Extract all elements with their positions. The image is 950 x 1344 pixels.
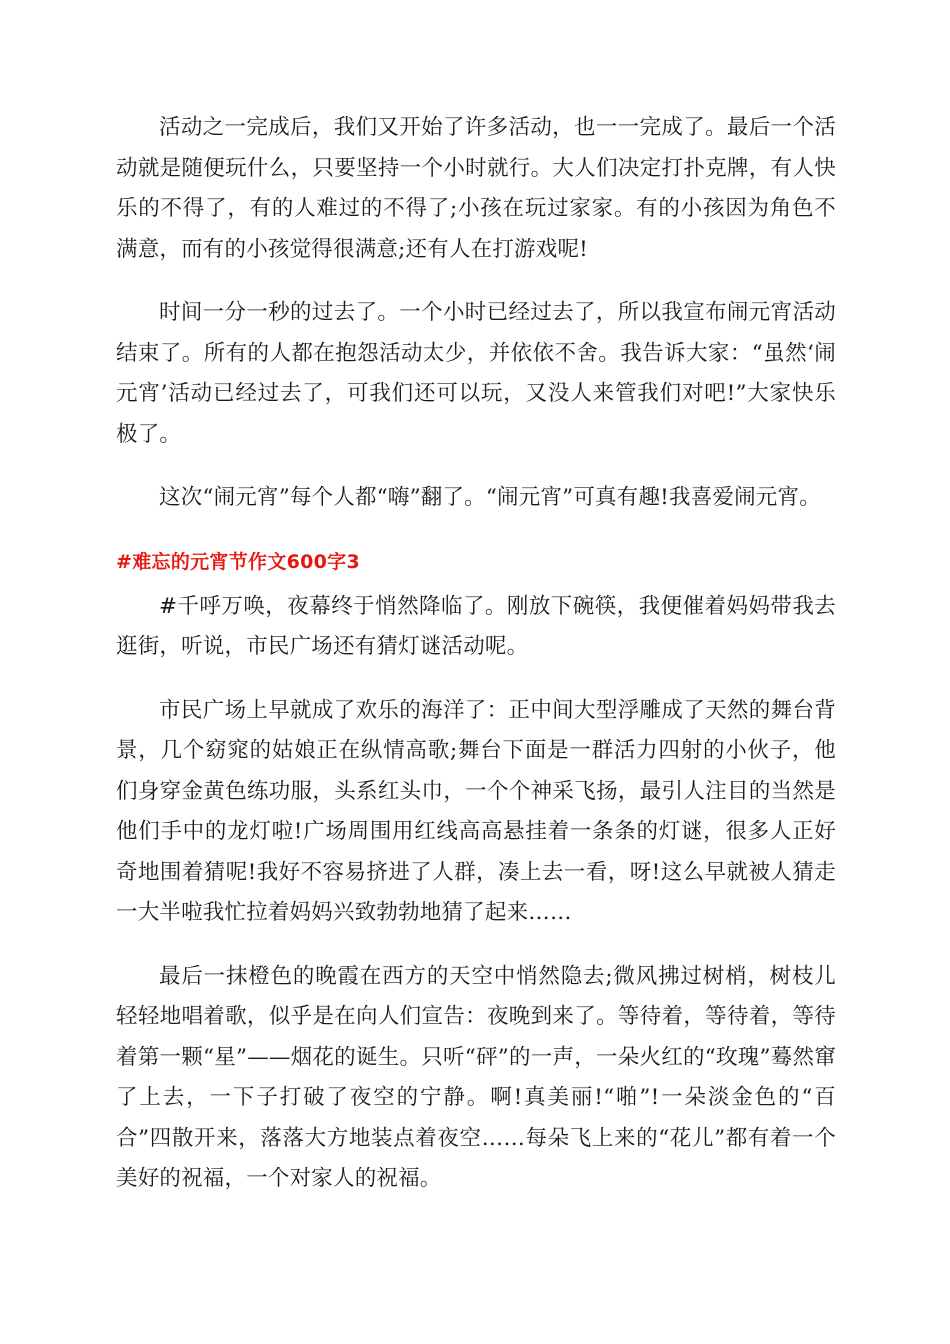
paragraph: 最后一抹橙色的晚霞在西方的天空中悄然隐去;微风拂过树梢，树枝儿轻轻地唱着歌，似乎是在向人们宣告：夜晚到来了。等待着，等待着，等待着第一颗“星”——烟花的诞生。只听“砰”的一声，一朵火红的“玫瑰”蓦然窜了上去，一下子打破了夜空的宁静。啊!真美丽!“啪”!一朵淡金色的“百合”四散开来，落落大方地装点着夜空……每朵飞上来的“花儿”都有着一个美好的祝福，一个对家人的祝福。 bbox=[116, 963, 836, 1191]
paragraph: 这次“闹元宵”每个人都“嗨”翻了。“闹元宵”可真有趣!我喜爱闹元宵。 bbox=[159, 485, 821, 510]
paragraph: #千呼万唤，夜幕终于悄然降临了。刚放下碗筷，我便催着妈妈带我去逛街，听说，市民广场还有猜灯谜活动呢。 bbox=[116, 593, 836, 659]
paragraph: 市民广场上早就成了欢乐的海洋了：正中间大型浮雕成了天然的舞台背景，几个窈窕的姑娘正在纵情高歌;舞台下面是一群活力四射的小伙子，他们身穿金黄色练功服，头系红头巾，一个个神采飞扬，最引人注目的当然是他们手中的龙灯啦!广场周围用红线高高悬挂着一条条的灯谜，很多人正好奇地围着猜呢!我好不容易挤进了人群，凑上去一看，呀!这么早就被人猜走一大半啦我忙拉着妈妈兴致勃勃地猜了起来…… bbox=[116, 697, 836, 925]
paragraph: 活动之一完成后，我们又开始了许多活动，也一一完成了。最后一个活动就是随便玩什么，只要坚持一个小时就行。大人们决定打扑克牌，有人快乐的不得了，有的人难过的不得了;小孩在玩过家家。有的小孩因为角色不满意，而有的小孩觉得很满意;还有人在打游戏呢! bbox=[116, 115, 836, 262]
section-heading: #难忘的元宵节作文600字3 bbox=[116, 550, 361, 573]
document-body bbox=[116, 108, 836, 1223]
paragraph: 时间一分一秒的过去了。一个小时已经过去了，所以我宣布闹元宵活动结束了。所有的人都在抱怨活动太少，并依依不舍。我告诉大家：“虽然‘闹元宵’活动已经过去了，可我们还可以玩，又没人来管我们对吧!”大家快乐极了。 bbox=[116, 300, 836, 447]
